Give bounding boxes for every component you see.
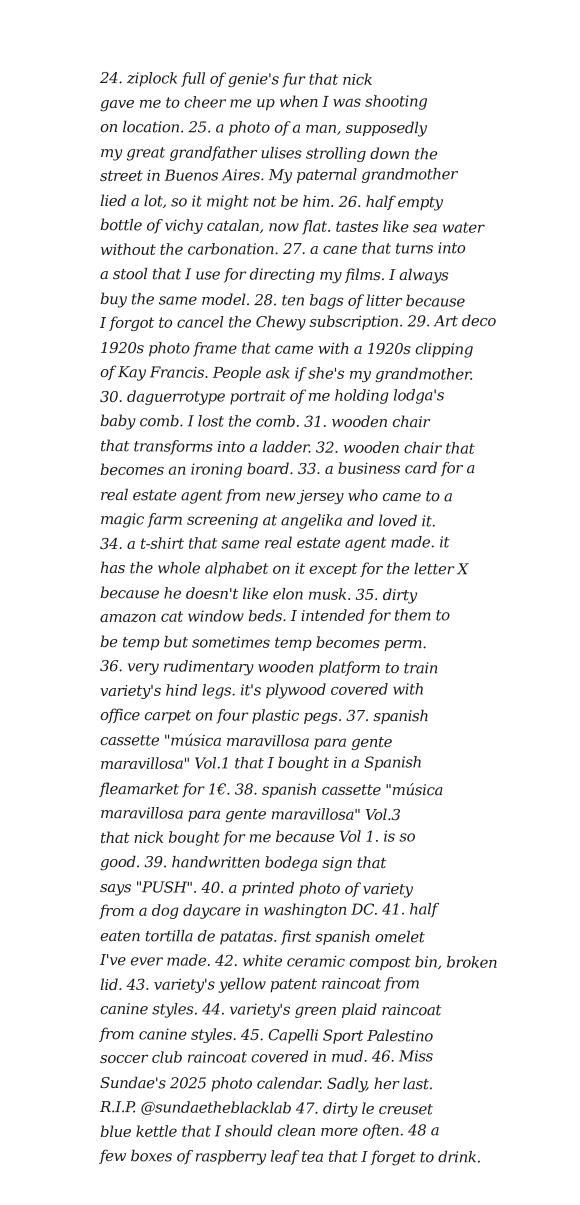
handwritten-line: says "PUSH". 40. a printed photo of variety xyxy=(99,877,413,898)
handwritten-line: be temp but sometimes temp becomes perm. xyxy=(99,632,427,652)
handwritten-line: magic farm screening at angelika and loved it. xyxy=(99,510,436,531)
handwritten-line: canine styles. 44. variety's green plaid raincoat xyxy=(99,1000,442,1020)
handwritten-line: I've ever made. 42. white ceramic compost bin, broken xyxy=(99,951,498,972)
handwritten-line: on location. 25. a photo of a man, supposedly xyxy=(99,118,427,138)
handwritten-list xyxy=(100,66,530,1169)
handwritten-line: buy the same model. 28. ten bags of litter because xyxy=(99,289,465,311)
handwritten-line: because he doesn't like elon musk. 35. dirty xyxy=(99,583,417,604)
handwritten-line: Sundae's 2025 photo calendar. Sadly, her last. xyxy=(99,1073,433,1093)
handwritten-line: that nick bought for me because Vol 1. is so xyxy=(99,826,416,847)
handwritten-line: real estate agent from new jersey who came to a xyxy=(99,485,453,505)
handwritten-line: gave me to cheer me up when I was shooting xyxy=(99,91,428,112)
handwritten-line: that transforms into a ladder. 32. wooden chair that xyxy=(99,436,475,458)
handwritten-line: good. 39. handwritten bodega sign that xyxy=(99,853,386,872)
handwritten-line: becomes an ironing board. 33. a business card for a xyxy=(99,459,476,479)
handwritten-line: 36. very rudimentary wooden platform to train xyxy=(99,657,439,678)
handwritten-line: baby comb. I lost the comb. 31. wooden chair xyxy=(99,412,430,432)
handwritten-line: eaten tortilla de patatas. first spanish omelet xyxy=(99,926,425,946)
handwritten-line: 34. a t-shirt that same real estate agent made. it xyxy=(99,532,450,553)
handwritten-line: my great grandfather ulises strolling down the xyxy=(99,142,438,163)
handwritten-line: from canine styles. 45. Capelli Sport Palestino xyxy=(99,1024,434,1045)
handwritten-line: maravillosa" Vol.1 that I bought in a Spanish xyxy=(99,753,422,773)
handwritten-line: a stool that I use for directing my films. I always xyxy=(99,265,449,285)
handwritten-line: maravillosa para gente maravillosa" Vol.3 xyxy=(99,804,401,825)
handwritten-line: bottle of vichy catalan, now flat. tastes like sea water xyxy=(99,216,484,237)
handwritten-line: variety's hind legs. it's plywood covered with xyxy=(99,679,425,700)
handwritten-line: R.I.P. @sundaetheblacklab 47. dirty le creuset xyxy=(99,1098,433,1119)
handwritten-line: soccer club raincoat covered in mud. 46. Miss xyxy=(99,1047,433,1067)
handwritten-line: blue kettle that I should clean more often. 48 a xyxy=(99,1120,440,1141)
handwritten-line: street in Buenos Aires. My paternal grandmother xyxy=(99,165,457,185)
handwritten-line: has the whole alphabet on it except for the letter X xyxy=(99,559,468,579)
handwritten-line: lid. 43. variety's yellow patent raincoat from xyxy=(99,973,420,994)
handwritten-line: 30. daguerrotype portrait of me holding lodga's xyxy=(99,385,445,406)
handwritten-line: few boxes of raspberry leaf tea that I forget to drink. xyxy=(99,1147,481,1167)
handwritten-line: without the carbonation. 27. a cane that turns into xyxy=(99,238,466,259)
handwritten-line: 24. ziplock full of genie's fur that nick xyxy=(99,69,373,89)
handwritten-line: of Kay Francis. People ask if she's my grandmother. xyxy=(99,363,474,384)
handwritten-line: lied a lot, so it might not be him. 26. half empty xyxy=(99,191,443,211)
handwritten-line: fleamarket for 1€. 38. spanish cassette "música xyxy=(99,779,444,799)
handwritten-line: I forgot to cancel the Chewy subscription. 29. Art deco xyxy=(99,311,497,332)
handwritten-line: office carpet on four plastic pegs. 37. spanish xyxy=(99,706,429,726)
handwritten-line: 1920s photo frame that came with a 1920s clipping xyxy=(99,338,474,358)
handwritten-line: from a dog daycare in washington DC. 41. half xyxy=(99,900,437,920)
handwritten-line: cassette "música maravillosa para gente xyxy=(99,730,393,751)
handwritten-line: amazon cat window beds. I intended for them to xyxy=(99,606,450,626)
